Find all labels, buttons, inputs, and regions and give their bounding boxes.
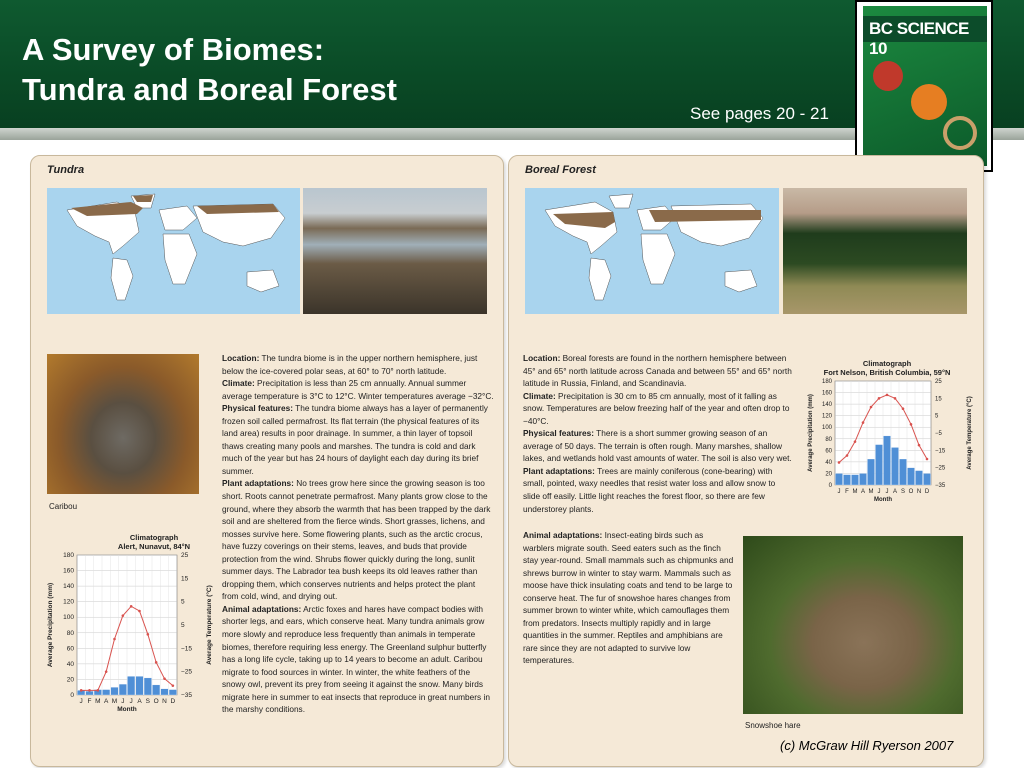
boreal-y2tick-label: −35 — [935, 483, 946, 489]
boreal-xaxis-label: Month — [874, 497, 892, 503]
tundra-xtick-label: J — [79, 698, 83, 705]
boreal-precip-bar — [923, 473, 930, 485]
copyright-credit: (c) McGraw Hill Ryerson 2007 — [780, 738, 954, 753]
boreal-xtick-label: F — [845, 489, 849, 495]
tundra-climate-label: Climate: — [222, 378, 255, 389]
boreal-precip-bar — [843, 475, 850, 485]
tundra-temp-point — [80, 689, 83, 692]
boreal-animal-description — [523, 529, 735, 667]
boreal-forest-photo — [783, 188, 967, 314]
tundra-description — [222, 352, 494, 716]
tundra-temp-point — [155, 661, 158, 664]
tundra-climatograph-location: Alert, Nunavut, 84°N — [117, 542, 191, 551]
book-cover-art — [863, 6, 987, 166]
boreal-y2tick-label: 15 — [935, 396, 942, 403]
caribou-caption: Caribou — [49, 502, 78, 511]
tundra-xtick-label: A — [103, 698, 109, 705]
tundra-temp-point — [163, 677, 166, 680]
tundra-climatograph-title — [79, 533, 229, 551]
boreal-y2tick-label: −15 — [935, 448, 946, 455]
boreal-precip-bar — [867, 459, 874, 485]
boreal-ytick-label: 0 — [828, 483, 832, 489]
boreal-temp-point — [910, 423, 913, 426]
boreal-precip-bar — [883, 436, 890, 485]
tundra-physical-label: Physical features: — [222, 403, 294, 414]
tundra-precip-bar — [127, 676, 135, 695]
boreal-xtick-label: O — [908, 489, 914, 495]
boreal-precip-bar — [891, 447, 898, 485]
boreal-precip-bar — [859, 473, 866, 485]
boreal-y2tick-label: −25 — [935, 465, 946, 472]
tundra-climatograph — [45, 551, 215, 721]
tundra-xtick-label: S — [145, 698, 151, 705]
boreal-ytick-label: 80 — [825, 436, 832, 443]
boreal-world-map — [525, 188, 779, 314]
tundra-temp-point — [113, 638, 116, 641]
boreal-y2tick-label: −5 — [935, 431, 942, 437]
tundra-ytick-label: 100 — [63, 614, 74, 622]
tundra-xtick-label: O — [153, 698, 159, 705]
boreal-temp-point — [918, 444, 921, 447]
boreal-temp-point — [846, 454, 849, 457]
boreal-ytick-label: 100 — [821, 425, 832, 432]
boreal-xtick-label: S — [900, 489, 906, 495]
boreal-heading: Boreal Forest — [525, 164, 596, 176]
boreal-plant-text: Trees are mainly coniferous (cone-bearing) with small, pointed, waxy needles that resist water loss and allow snow to slide off easily. Little light reaches the forest floor, so there are few understorey plants. — [523, 465, 776, 514]
slide-title-line-1: A Survey of Biomes: — [22, 32, 325, 67]
boreal-xtick-label: N — [916, 489, 922, 495]
boreal-animal-text: Insect-eating birds such as warblers migrate south. Seed eaters such as the finch stay year-round. Small mammals such as chipmunks and shrews burrow in winter to stay warm. Mammals such as moose have thick insulating coats and tend to be large to conserve heat. The fur of snowshoe hares changes from summer brown to winter white, which camouflages them from predators. Insects multiply rapidly and in large quantities in the summer. Reptiles and amphibians are rare since they are not adapted to survive low temperatures. — [523, 530, 734, 666]
boreal-ytick-label: 60 — [825, 448, 832, 455]
tundra-precip-bar — [169, 690, 177, 695]
tundra-precip-bar — [111, 687, 119, 695]
tundra-precip-bar — [102, 690, 110, 695]
tundra-y2tick-label: −15 — [181, 645, 193, 653]
snowshoe-hare-photo — [743, 536, 963, 714]
boreal-climatograph — [805, 377, 975, 503]
boreal-animal-label: Animal adaptations: — [523, 530, 603, 540]
tundra-temp-point — [97, 689, 100, 692]
tundra-ytick-label: 60 — [66, 645, 74, 653]
tundra-y2tick-label: 25 — [181, 552, 189, 559]
boreal-panel — [508, 155, 984, 767]
boreal-temp-point — [926, 458, 929, 461]
boreal-description — [523, 352, 793, 515]
tundra-xtick-label: M — [95, 698, 101, 705]
boreal-xtick-label: M — [852, 489, 858, 495]
tundra-ytick-label: 20 — [66, 676, 74, 684]
tundra-y2tick-label: −25 — [181, 668, 193, 676]
tundra-y2axis-label: Average Temperature (°C) — [206, 585, 213, 665]
tundra-temp-point — [122, 614, 125, 617]
tundra-location-label: Location: — [222, 353, 260, 363]
boreal-yaxis-label: Average Precipitation (mm) — [808, 394, 814, 472]
tundra-xtick-label: A — [137, 698, 142, 705]
boreal-xtick-label: D — [924, 489, 930, 495]
tundra-temp-point — [130, 605, 133, 608]
boreal-temp-point — [878, 397, 881, 400]
boreal-location-label: Location: — [523, 353, 561, 363]
snowshoe-hare-caption: Snowshoe hare — [745, 721, 801, 730]
boreal-xtick-label: J — [885, 489, 889, 495]
boreal-climate-label: Climate: — [523, 390, 556, 401]
tundra-temp-point — [88, 689, 91, 692]
boreal-ytick-label: 180 — [821, 379, 832, 385]
tundra-precip-bar — [136, 676, 144, 695]
tundra-xtick-label: J — [121, 698, 125, 705]
boreal-climatograph-location: Fort Nelson, British Columbia, 59°N — [823, 368, 951, 377]
tundra-ytick-label: 80 — [66, 629, 74, 637]
tundra-xtick-label: M — [111, 698, 118, 705]
boreal-ytick-label: 40 — [825, 459, 832, 466]
slide-title-line-2: Tundra and Boreal Forest — [22, 72, 397, 107]
boreal-precip-bar — [907, 468, 914, 485]
tundra-landscape-photo — [303, 188, 487, 314]
tundra-xtick-label: F — [87, 698, 92, 705]
boreal-y2axis-label: Average Temperature (°C) — [967, 396, 973, 470]
boreal-physical-text: There is a short summer growing season of an average of 50 days. The terrain is often rough. Many marshes, shallow lakes, and wetlands hold vast amounts of water. The soil is also very wet. — [523, 428, 792, 464]
boreal-ytick-label: 120 — [821, 413, 832, 420]
tundra-precip-bar — [161, 689, 169, 695]
book-cover-title: BC SCIENCE 10 — [869, 19, 969, 58]
boreal-temp-point — [862, 421, 865, 424]
tundra-temp-point — [147, 633, 150, 636]
boreal-temp-point — [870, 406, 873, 409]
boreal-temp-point — [886, 394, 889, 397]
tundra-animal-label: Animal adaptations: — [222, 603, 302, 614]
tundra-xtick-label: J — [129, 698, 133, 705]
tundra-y2tick-label: 15 — [181, 575, 189, 583]
tundra-ytick-label: 120 — [63, 598, 74, 606]
tundra-y2tick-label: 5 — [181, 622, 185, 629]
boreal-location-text: Boreal forests are found in the northern hemisphere between 45° and 65° north latitude across Canada and between 55° and 65° north latitude in Russia, Finland, and Scandinavia. — [523, 353, 792, 389]
book-cover — [855, 0, 993, 172]
tundra-precip-bar — [86, 691, 94, 695]
boreal-plant-label: Plant adaptations: — [523, 465, 595, 476]
tundra-temp-point — [172, 684, 175, 687]
boreal-xtick-label: J — [877, 489, 881, 495]
tundra-ytick-label: 140 — [63, 583, 74, 591]
page-reference: See pages 20 - 21 — [690, 104, 829, 123]
boreal-physical-label: Physical features: — [523, 428, 595, 439]
boreal-precip-bar — [835, 473, 842, 485]
cover-sun-image — [911, 84, 947, 120]
tundra-temp-point — [138, 610, 141, 613]
tundra-xtick-label: N — [162, 698, 167, 705]
tundra-xtick-label: D — [170, 698, 176, 705]
tundra-world-map — [47, 188, 300, 314]
boreal-y2tick-label: 5 — [935, 413, 939, 420]
boreal-ytick-label: 140 — [821, 402, 832, 409]
tundra-ytick-label: 160 — [63, 567, 74, 575]
tundra-physical-text: The tundra biome always has a layer of permanently frozen soil called permafrost. Its flat terrain (the physical features of its land area) results in poor drainage. In summer, a thin layer of topsoil thaws creating many pools and marshes. The tundra is cold and dark much of the year but has 24 hours of daylight each day during its brief summer. — [222, 403, 488, 476]
boreal-xtick-label: J — [837, 489, 841, 495]
boreal-temp-point — [894, 397, 897, 400]
tundra-yaxis-label: Average Precipitation (mm) — [47, 582, 54, 668]
tundra-panel — [30, 155, 504, 767]
boreal-climate-text: Precipitation is 30 cm to 85 cm annually, most of it falling as snow. Temperatures are below freezing half of the year and often drop to −40°C. — [523, 390, 790, 426]
boreal-climatograph-title — [805, 359, 969, 377]
tundra-plant-text: No trees grow here since the growing season is too short. Roots cannot penetrate permafrost. Many plants grow close to the ground, where they absorb the warmth that has been trapped by the dark soil and are sheltered from the fierce winds. Short grasses, lichens, and mosses survive here. Some flowering plants, such as the arctic crocus, have fuzzy coverings on their stems, leaves, and buds that provide protection from the wind. Shrubs flower quickly during the long, sunlit summer days. The Labrador tea bush keeps its old leaves rather than dropping them, which conserves nutrients and helps protect the plant from cold, wind, and drying out. — [222, 478, 491, 602]
tundra-precip-bar — [144, 678, 152, 695]
boreal-precip-bar — [875, 445, 882, 485]
tundra-plant-label: Plant adaptations: — [222, 478, 294, 489]
tundra-ytick-label: 180 — [63, 552, 74, 559]
slide-title — [22, 30, 397, 110]
boreal-y2tick-label: 25 — [935, 379, 942, 385]
tundra-climate-text: Precipitation is less than 25 cm annually. Annual summer average temperature is 3°C to 12°C. Winter temperatures average −32°C. — [222, 378, 494, 401]
tundra-temp-point — [105, 670, 108, 673]
boreal-xtick-label: A — [860, 489, 866, 495]
boreal-ytick-label: 20 — [825, 471, 832, 478]
cover-shell-image — [943, 116, 977, 150]
tundra-animal-text: Arctic foxes and hares have compact bodies with shorter legs, and ears, which conserve heat. Many tundra animals grow more slowly and reproduce less frequently than animals in temperate biomes, therefore requiring less energy. The Greenland sulphur butterfly has a long life cycle, taking up to 14 years to become an adult. Caribou migrate to food sources in winter. In winter, the white feathers of the snowy owl, prevent its prey from seeing it against the snow. Many birds migrate here in summer to eat insects that reproduce in great numbers in the marshy conditions. — [222, 603, 490, 715]
boreal-precip-bar — [851, 475, 858, 485]
boreal-xtick-label: A — [892, 489, 898, 495]
boreal-temp-point — [902, 407, 905, 410]
tundra-climatograph-heading: Climatograph — [129, 533, 179, 542]
tundra-xaxis-label: Month — [117, 706, 137, 713]
tundra-precip-bar — [119, 684, 127, 695]
tundra-y2tick-label: −35 — [181, 692, 193, 699]
boreal-precip-bar — [899, 459, 906, 485]
boreal-temp-point — [838, 461, 841, 464]
tundra-precip-bar — [152, 685, 160, 695]
tundra-heading: Tundra — [47, 164, 85, 176]
caribou-photo — [47, 354, 199, 494]
boreal-temp-point — [854, 440, 857, 443]
boreal-precip-bar — [915, 471, 922, 485]
boreal-climatograph-heading: Climatograph — [862, 359, 912, 368]
tundra-ytick-label: 40 — [66, 660, 74, 668]
boreal-xtick-label: M — [868, 489, 874, 495]
tundra-ytick-label: 0 — [70, 692, 74, 699]
cover-berry-image — [873, 61, 903, 91]
boreal-ytick-label: 160 — [821, 390, 832, 397]
tundra-location-text: The tundra biome is in the upper northern hemisphere, just below the ice-covered polar seas, at 60° to 70° north latitude. — [222, 353, 478, 376]
tundra-y2tick-label: 5 — [181, 598, 185, 606]
